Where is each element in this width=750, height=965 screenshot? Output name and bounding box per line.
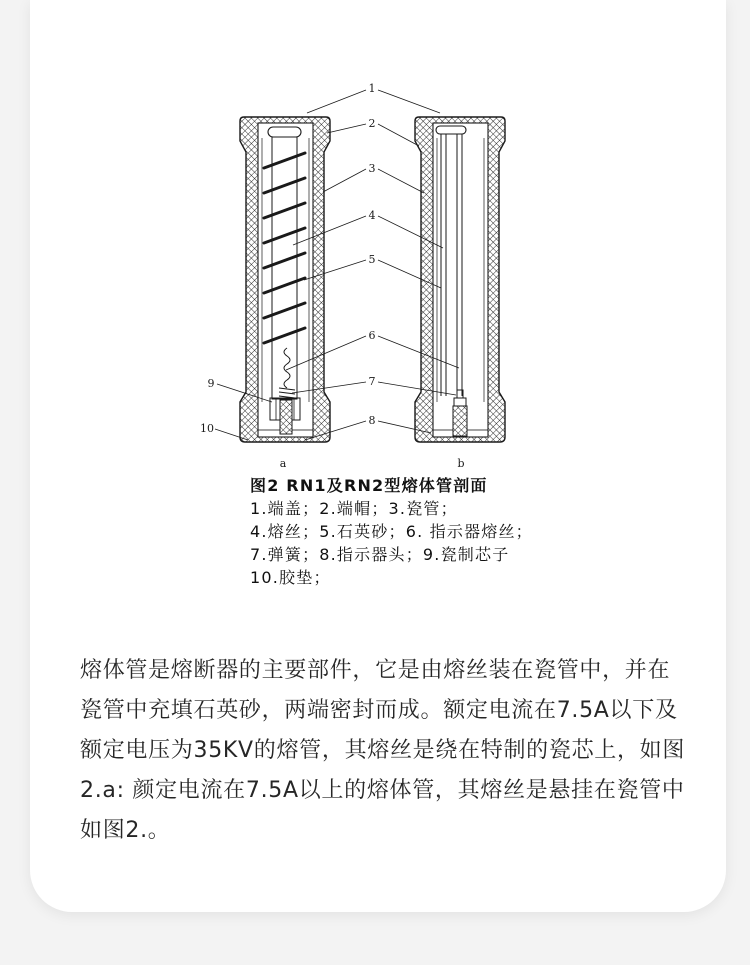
paragraph-line: 额定电压为35KV的熔管，其熔丝是绕在特制的瓷芯上，如图 — [80, 738, 686, 763]
figure-caption-title: 图2 RN1及RN2型熔体管剖面 — [250, 476, 488, 495]
part-label-4: 4 — [368, 209, 376, 222]
part-label-8: 8 — [368, 414, 376, 427]
part-label-10: 10 — [200, 422, 214, 435]
indicator-body — [453, 406, 467, 436]
figure-fuse-tube-diagram[interactable] — [195, 80, 575, 595]
article-paragraph — [80, 651, 685, 851]
paragraph-line: 瓷管中充填石英砂，两端密封而成。额定电流在7.5A以下及 — [80, 698, 678, 723]
article-card — [30, 0, 726, 912]
paragraph-line: 2.a: 颜定电流在7.5A以上的熔体管，其熔丝是悬挂在瓷管中 — [80, 778, 685, 803]
fuse-tube-section-diagram — [195, 80, 575, 475]
part-label-7: 7 — [368, 375, 376, 388]
part-label-2: 2 — [368, 117, 376, 130]
paragraph-line: 如图2.。 — [80, 818, 171, 843]
part-label-9: 9 — [207, 377, 215, 390]
figure-caption — [250, 474, 533, 589]
fuse-holder-top — [436, 126, 466, 134]
figure-legend-line: 1.端盖；2.端帽；3.瓷管； — [250, 499, 458, 518]
figure-legend-line: 4.熔丝；5.石英砂；6. 指示器熔丝； — [250, 522, 533, 541]
figure-legend-line: 7.弹簧；8.指示器头；9.瓷制芯子 — [250, 545, 510, 564]
tube-a-label: a — [279, 457, 287, 470]
part-label-6: 6 — [368, 329, 376, 342]
ceramic-core-top — [268, 127, 301, 137]
tube-b-shell — [415, 117, 505, 442]
tube-b-label: b — [457, 457, 465, 470]
part-label-5: 5 — [368, 253, 376, 266]
part-label-1: 1 — [368, 82, 376, 95]
paragraph-line: 熔体管是熔断器的主要部件，它是由熔丝装在瓷管中，并在 — [80, 658, 671, 683]
indicator-head — [280, 400, 292, 434]
figure-legend-line: 10.胶垫； — [250, 568, 331, 587]
part-label-3: 3 — [368, 162, 376, 175]
